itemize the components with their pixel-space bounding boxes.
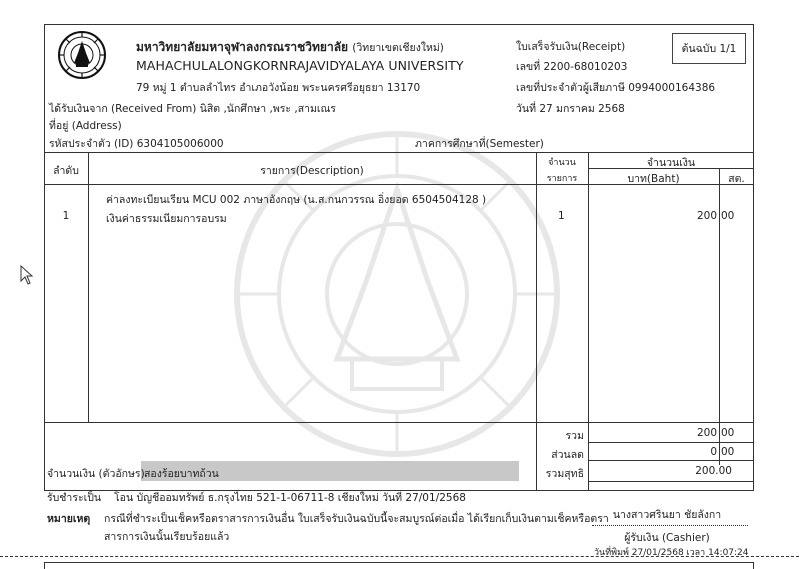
university-address: 79 หมู่ 1 ตำบลลำไทร อำเภอวังน้อย พระนครศรีอยุธยา 13170 <box>136 82 421 94</box>
semester-label: ภาคการศึกษาที่(Semester) <box>415 138 544 150</box>
row-quantity: 1 <box>558 210 565 222</box>
payer-address: ที่อยู่ (Address) <box>49 120 122 132</box>
received-from: ได้รับเงินจาก (Received From) นิสิต ,นักศึกษา ,พระ ,สามเณร <box>49 103 336 115</box>
col-divider-qty <box>588 152 589 490</box>
payment-detail: โอน บัญชีออมทรัพย์ ธ.กรุงไทย 521-1-06711-8 เชียงใหม่ วันที่ 27/01/2568 <box>114 492 466 504</box>
copy-label: ต้นฉบับ 1/1 <box>681 43 737 55</box>
col-header-amount: จำนวนเงิน <box>646 157 696 169</box>
net-row-line <box>588 481 754 482</box>
col-header-satang: สต. <box>728 173 745 185</box>
subtotal-label: รวม <box>565 430 584 442</box>
university-name-english: MAHACHULALONGKORNRAJAVIDYALAYA UNIVERSITY <box>136 58 464 73</box>
frame-top <box>44 24 754 25</box>
remark-line2: สารการเงินนั้นเรียบร้อยแล้ว <box>104 531 230 543</box>
cashier-name: นางสาวศรินยา ชัยลังกา <box>612 509 722 521</box>
receipt-title: ใบเสร็จรับเงิน(Receipt) <box>516 41 626 53</box>
receipt-date: วันที่ 27 มกราคม 2568 <box>516 103 625 115</box>
remark-line1: กรณีที่ชำระเป็นเช็คหรือตราสารการเงินอื่น ใบเสร็จรับเงินฉบับนี้จะสมบูรณ์ต่อเมื่อ ได้เรียกเก็บเงินตามเช็คหรือตรา <box>104 513 609 525</box>
frame-left <box>44 24 45 490</box>
print-timestamp: วันที่พิมพ์ 27/01/2568 เวลา 14:07:24 <box>594 548 749 558</box>
discount-baht: 0 <box>710 446 717 458</box>
table-body-bottom <box>44 422 754 423</box>
university-name-thai: มหาวิทยาลัยมหาจุฬาลงกรณราชวิทยาลัย (วิทยาเขตเชียงใหม่) <box>136 40 444 54</box>
page-separator <box>0 556 799 557</box>
signature-line <box>592 525 748 526</box>
row-number: 1 <box>62 210 70 222</box>
discount-label: ส่วนลด <box>551 449 584 461</box>
next-page-frame-right <box>753 562 754 569</box>
table-top-border <box>44 152 754 153</box>
net-total-value: 200.00 <box>695 465 732 477</box>
col-header-description: รายการ(Description) <box>260 165 364 177</box>
mouse-pointer-icon <box>20 265 34 285</box>
col-header-no: ลำดับ <box>53 165 79 177</box>
subtotal-baht: 200 <box>696 427 717 439</box>
row-description-line1: ค่าลงทะเบียนเรียน MCU 002 ภาษาอังกฤษ (น.ส.กนกวรรณ อิ่งยอด 6504504128 ) <box>106 194 487 206</box>
copy-label-box <box>672 33 746 64</box>
amount-words-label: จำนวนเงิน (ตัวอักษร) <box>47 468 145 480</box>
receipt-number: เลขที่ 2200-68010203 <box>516 61 628 73</box>
payment-label: รับชำระเป็น <box>47 492 102 504</box>
next-page-frame-top <box>44 562 754 563</box>
row-amount-baht: 200 <box>696 210 717 222</box>
row-description-line2: เงินค่าธรรมเนียมการอบรม <box>106 213 227 225</box>
payer-id: รหัสประจำตัว (ID) 6304105006000 <box>49 138 224 150</box>
campus-name: (วิทยาเขตเชียงใหม่) <box>352 42 444 54</box>
receipt-sheet <box>44 24 754 556</box>
cashier-title: ผู้รับเงิน (Cashier) <box>624 532 710 544</box>
row-amount-satang: 00 <box>721 210 735 222</box>
discount-satang: 00 <box>721 446 735 458</box>
col-header-baht: บาท(Baht) <box>627 173 680 185</box>
amount-words: สองร้อยบาทถ้วน <box>144 468 219 480</box>
col-divider-no <box>88 152 89 422</box>
remark-label: หมายเหตุ <box>47 513 91 525</box>
university-logo-icon <box>58 31 106 79</box>
frame-right <box>753 24 754 490</box>
col-header-qty-line2: รายการ <box>546 174 578 184</box>
next-page-frame-left <box>44 562 45 569</box>
col-divider-baht <box>719 168 720 465</box>
tax-id: เลขที่ประจำตัวผู้เสียภาษี 0994000164386 <box>516 82 716 94</box>
subtotal-satang: 00 <box>721 427 735 439</box>
col-header-qty-line1: จำนวน <box>548 158 576 168</box>
discount-row-line <box>588 460 754 461</box>
net-total-label: รวมสุทธิ <box>545 468 584 480</box>
subtotal-row-line <box>588 442 754 443</box>
